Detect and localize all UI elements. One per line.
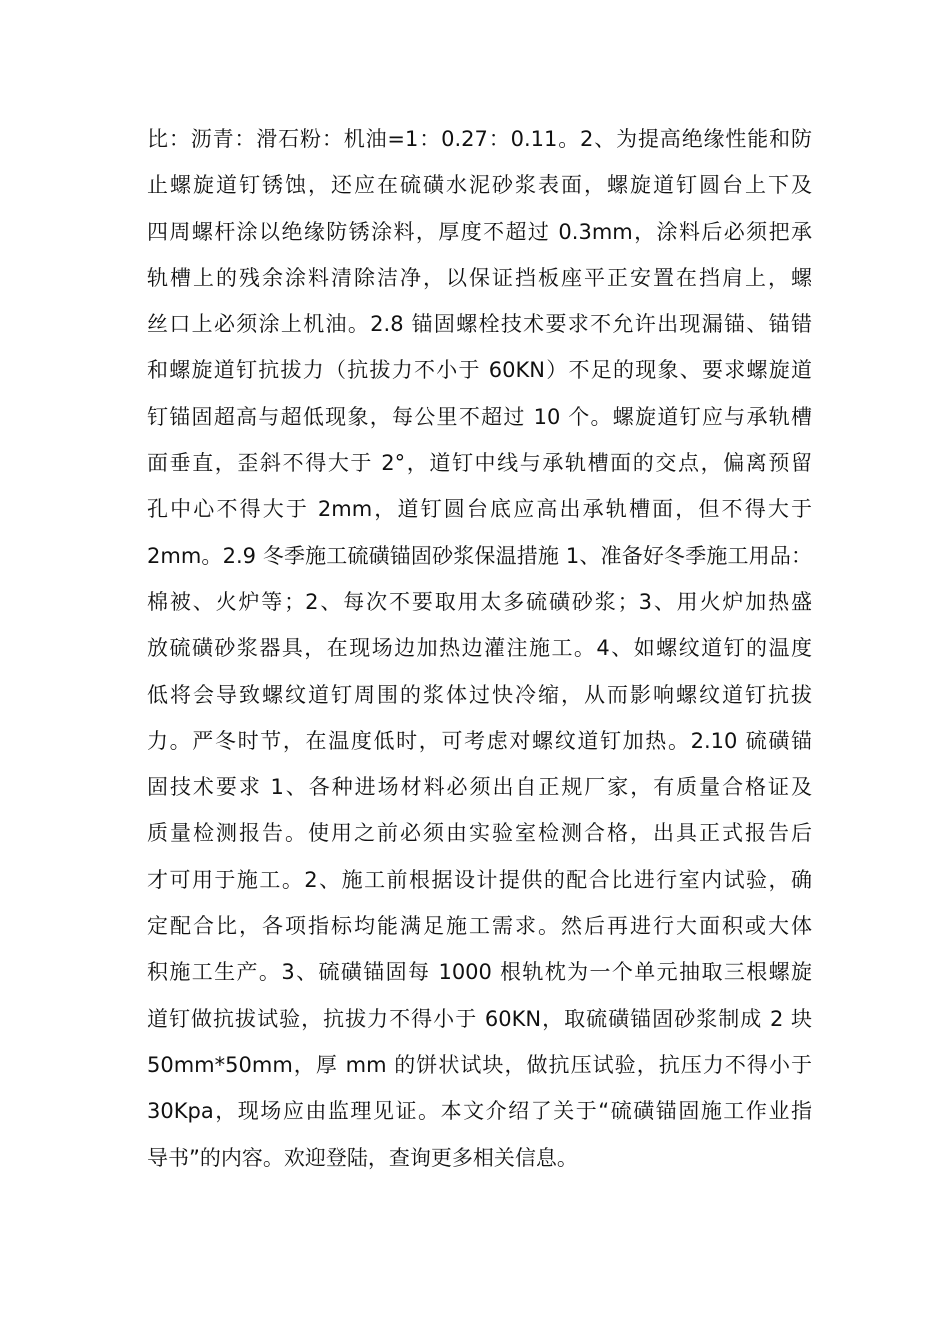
text-line: 比：沥青：滑石粉：机油=1：0.27：0.11。2、为提高绝缘性能和防 [147,127,812,151]
text-line: 固技术要求 1、各种进场材料必须出自正规厂家，有质量合格证及 [147,775,812,800]
text-line: 质量检测报告。使用之前必须由实验室检测合格，出具正式报告后 [147,821,812,846]
text-line: 导书”的内容。欢迎登陆，查询更多相关信息。 [147,1145,578,1170]
body-text [147,116,812,1181]
text-line: 轨槽上的残余涂料清除洁净，以保证挡板座平正安置在挡肩上，螺 [147,265,812,290]
text-line: 2mm。2.9 冬季施工硫磺锚固砂浆保温措施 1、准备好冬季施工用品： [147,543,812,568]
text-line: 四周螺杆涂以绝缘防锈涂料，厚度不超过 0.3mm，涂料后必须把承 [147,219,812,244]
text-line: 钉锚固超高与超低现象，每公里不超过 10 个。螺旋道钉应与承轨槽 [147,404,812,429]
text-line: 和螺旋道钉抗拔力（抗拔力不小于 60KN）不足的现象、要求螺旋道 [147,358,812,383]
text-line: 力。严冬时节，在温度低时，可考虑对螺纹道钉加热。2.10 硫磺锚 [147,728,812,753]
text-line: 孔中心不得大于 2mm，道钉圆台底应高出承轨槽面，但不得大于 [147,497,812,522]
text-line: 面垂直，歪斜不得大于 2°，道钉中线与承轨槽面的交点，偏离预留 [147,451,812,476]
text-line: 棉被、火炉等；2、每次不要取用太多硫磺砂浆；3、用火炉加热盛 [147,589,812,614]
text-line: 30Kpa，现场应由监理见证。本文介绍了关于“硫磺锚固施工作业指 [147,1099,812,1124]
text-line: 低将会导致螺纹道钉周围的浆体过快冷缩，从而影响螺纹道钉抗拔 [147,682,812,707]
text-line: 止螺旋道钉锈蚀，还应在硫磺水泥砂浆表面，螺旋道钉圆台上下及 [147,173,812,198]
text-line: 才可用于施工。2、施工前根据设计提供的配合比进行室内试验，确 [147,867,812,892]
text-line: 道钉做抗拔试验，抗拔力不得小于 60KN，取硫磺锚固砂浆制成 2 块 [147,1006,812,1031]
text-line: 丝口上必须涂上机油。2.8 锚固螺栓技术要求不允许出现漏锚、锚错 [147,312,812,337]
text-line: 定配合比，各项指标均能满足施工需求。然后再进行大面积或大体 [147,914,812,939]
text-line: 积施工生产。3、硫磺锚固每 1000 根轨枕为一个单元抽取三根螺旋 [147,960,812,985]
text-line: 放硫磺砂浆器具，在现场边加热边灌注施工。4、如螺纹道钉的温度 [147,636,812,661]
text-line: 50mm*50mm，厚 mm 的饼状试块，做抗压试验，抗压力不得小于 [147,1052,812,1077]
